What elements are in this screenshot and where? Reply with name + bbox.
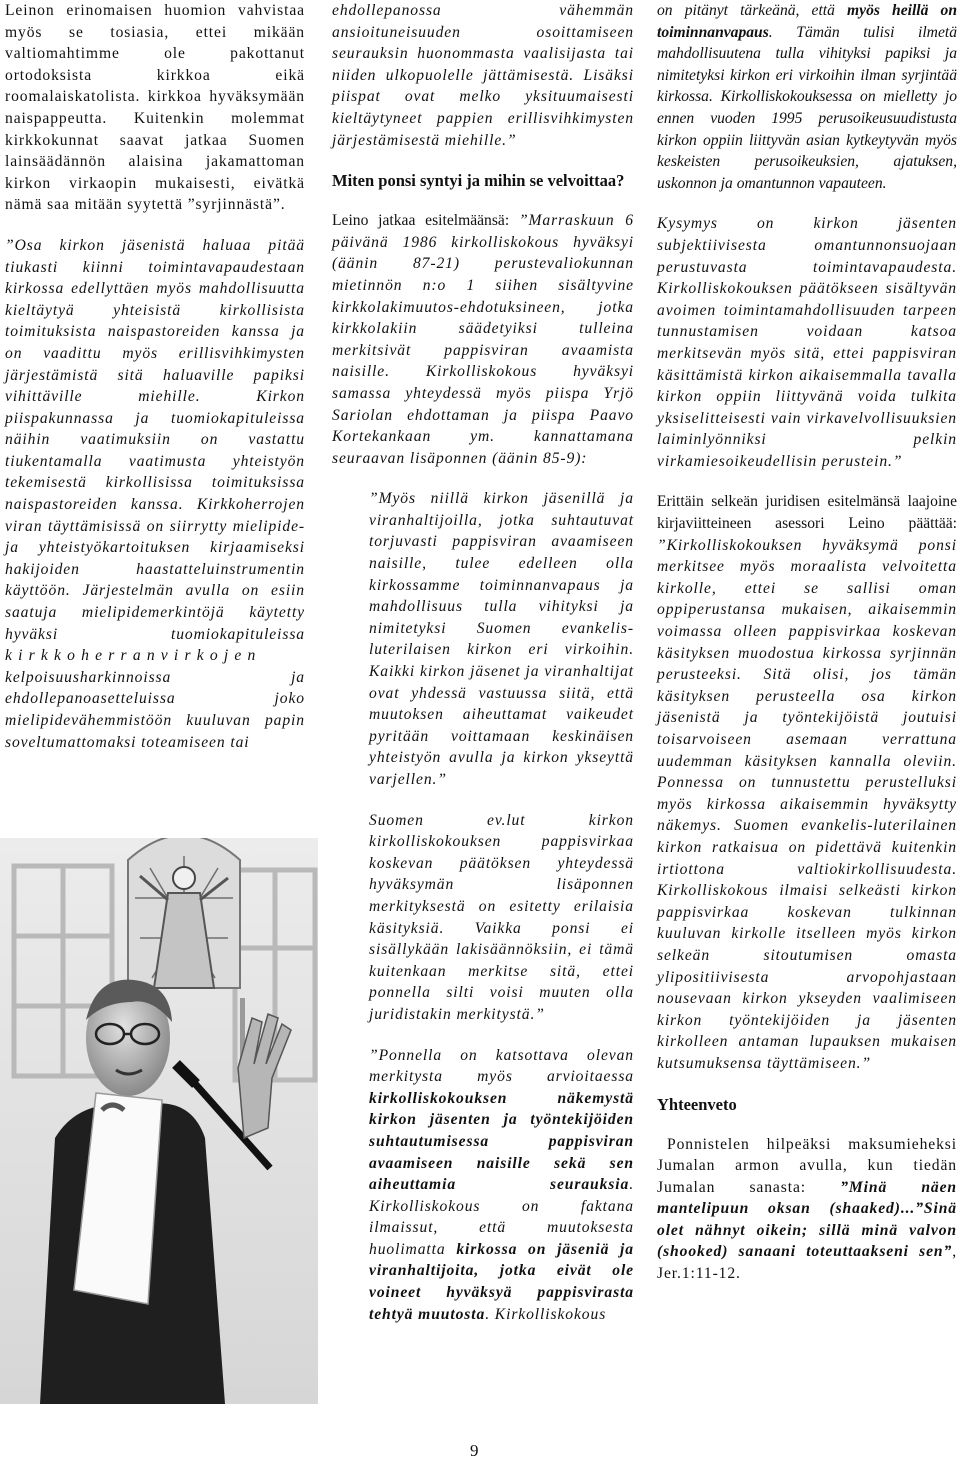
- paragraph: Leino jatkaa esitelmäänsä: ”Marraskuun 6 päivänä 1986 kirkolliskokous hyväksyi (äänin 87-21) perustevaliokunnan mietinnön n:o 1 siihen sisältyvine kirkkolakimuutos-ehdotuksineen, jotka kirkkolakiin säädetyiksi tulleina merkitsivät pappisviran avaamista naisille. Kirkolliskokous hyväksyi samassa yhteydessä myös piispa Yrjö Sariolan ehdottaman ja piispa Paavo Kortekankaan ym. kannattamana seuraavan lisäponnen (äänin 85-9):: [332, 212, 635, 467]
- column-right: [657, 0, 957, 1285]
- column-middle: [332, 0, 634, 1325]
- paragraph: on pitänyt tärkeänä, että myös heillä on toiminnanvapaus. Tämän tulisi ilmetä mahdollisuutena tulla vihityksi papiksi ja nimitetyksi kirkon eri virkoihin ilman syrjintää kirkossa. Kirkolliskokouksessa on mielletty jo ennen vuoden 1995 perusoikeusuudistusta kirkon oppiin liittyvän asian kytkeytyvän myös keskeisten perusoikeuksien, ajatuksen, uskonnon ja omantunnon vapauteen.: [657, 2, 957, 192]
- section-heading: Yhteenveto: [657, 1094, 737, 1114]
- quote-paragraph: Kysymys on kirkon jäsenten subjektiivisesta omantunnonsuojaan perustuvasta toimintavapaudesta. Kirkolliskokouksen päätökseen sisältyvän avoimen toimintamahdollisuuden tarpeen tunnustamisen voidaan katsoa merkitsevän myös sitä, ettei pappisviran käsittämistä kirkon aikaisemmalla tavalla kirkon oppiin liittyvänä voida tulkita yksiselitteisesti vain virkavelvollisuuksien laiminlyönniksi pelkin virkamiesoikeudellisin perustein.”: [657, 215, 957, 470]
- paragraph: Ponnistelen hilpeäksi maksumieheksi Jumalan armon avulla, kun tiedän Jumalan sanasta: ”Minä näen mantelipuun oksan (shaaked)...”Sinä olet nähnyt oikein; sillä minä valvon (shooked) sanaani toteuttaakseni sen”, Jer.1:11-12.: [657, 1135, 957, 1283]
- page-number: 9: [470, 1441, 479, 1460]
- paragraph: Leinon erinomaisen huomion vahvistaa myös se tosiasia, ettei mikään valtiomahtimme ole pakottanut ortodoksista kirkkoa eikä roomalaiskatolista. kirkkoa hyväksymään naispappeutta. Kuitenkin molemmat kirkkokunnat saavat jatkaa Suomen lainsäädännön alaisina jakamattoman kirkon virkaopin mukaisesti, eivätkä nämä saa mitään syytettä ”syrjinnästä”.: [5, 2, 305, 214]
- paragraph: Erittäin selkeän juridisen esitelmänsä laajoine kirjaviitteineen asessori Leino päättää: ”Kirkolliskokouksen hyväksymä ponsi merkitsee myös moraalista velvoitetta kirkolle, ettei se sallisi oman oppiperustansa mukaisen, aikaisemmin voimassa olleen pappisvirkaa koskevan käsityksen muodostua kirkossa syrjinnän perusteeksi. Sitä olisi, jos tämän käsityksen perusteella osa kirkon jäsenistä ja työntekijöistä joutuisi toisarvoiseen asemaan verrattuna uudemman käsityksen kannalla oleviin. Ponnessa on tunnustettu perustelluksi myös kirkossa aikaisemmin hyväksytty näkemys. Suomen evankelis-luterilainen kirkon ratkaisua on pidettävä kuitenkin irtiottona valtiokirkollisuudesta. Kirkolliskokous ilmaisi selkeästi kirkon pappisvirkaa koskevan tulkinnan kuuluvan kirkolle itselleen myös kirkon selkeän sitoutumisen omasta ylipositiivisesta arvopohjastaan nousevaan kirkon ykseyden vaalimiseen kirkon työntekijöiden ja jäsenten kirkolleen antaman lupauksen mukaisen kutsumuksensa täyttämiseen.”: [657, 493, 957, 1072]
- quote-paragraph: ”Osa kirkon jäsenistä haluaa pitää tiukasti kiinni toimintavapaudestaan kirkossa edellyttäen myös mahdollisuutta kieltäytyä yhteisistä kirkollisista toimituksista naispastoreiden kanssa ja on vaadittu myös erillisvihkimysten järjestämistä sitä haluaville papiksi vihittäville miehille. Kirkon piispakunnassa ja tuomiokapituleissa näihin vaatimuksiin on vastattu tiukentamalla vaatimusta yhteistyön tekemisestä kirkollisissa toimituksissa naispastoreiden kanssa. Kirkkoherrojen viran täyttämisissä on siirrytty mielipide- ja yhteistyökartoituksen kirjaamiseksi hakijoiden haastatteluinstrumentin käyttöön. Järjestelmän avulla on esiin saatuja mielipidemerkintöjä käytetty hyväksi tuomiokapituleissa kirkkoherranvirkojen kelpoisuusharkinnoissa ja ehdollepanoasetteluissa joko mielipidevähemmistöön kuuluvan papin soveltumattomaksi toteamiseen tai: [5, 236, 305, 751]
- quote-paragraph: ”Myös niillä kirkon jäsenillä ja viranhaltijoilla, jotka suhtautuvat torjuvasti pappisviran avaamiseen naisille, tulee edelleen olla kirkossamme toiminnanvapaus ja mahdollisuus tulla vihityksi ja nimitetyksi Suomen evankelis-luterilaisen kirkon eri virkoihin. Kaikki kirkon jäsenet ja viranhaltijat ovat yhdessä vastuussa siitä, että muutoksen aiheuttamat vaikeudet pyritään voittamaan keskinäisen yhteistyön avulla ja kirkon ykseyttä varjellen.”: [369, 490, 634, 788]
- section-heading: Miten ponsi syntyi ja mihin se velvoittaa?: [332, 171, 625, 191]
- column-left: [5, 0, 305, 753]
- speaker-photo: [0, 838, 318, 1404]
- quote-paragraph: Suomen ev.lut kirkon kirkolliskokouksen pappisvirkaa koskevan päätöksen yhteydessä hyväksymän lisäponnen merkityksestä on esitetty erilaisia käsityksiä. Vaikka ponsi ei sisällykään lakisäännöksiin, ei tämä kuitenkaan merkitse sitä, ettei ponnella silti voisi muuten olla juridistakin merkitystä.”: [369, 811, 634, 1023]
- paragraph: ehdollepanossa vähemmän ansioituneisuuden osoittamiseen seurauksin huonommasta vaalisijasta tai niiden ulkopuolelle jättämisestä. Lisäksi piispat ovat melko yksituumaisesti kieltäytyneet pappien erillisvihkimysten järjestämisestä miehille.”: [332, 2, 634, 149]
- quote-paragraph: ”Ponnella on katsottava olevan merkitysta myös arvioitaessa kirkolliskokouksen näkemystä kirkon jäsenten ja työntekijöiden suhtautumisessa pappisviran avaamiseen naisille sekä sen aiheuttamia seurauksia. Kirkolliskokous on faktana ilmaissut, että muutoksesta huolimatta kirkossa on jäseniä ja viranhaltijoita, jotka eivät ole voineet hyväksyä pappisvirasta tehtyä muutosta. Kirkolliskokous: [369, 1046, 634, 1323]
